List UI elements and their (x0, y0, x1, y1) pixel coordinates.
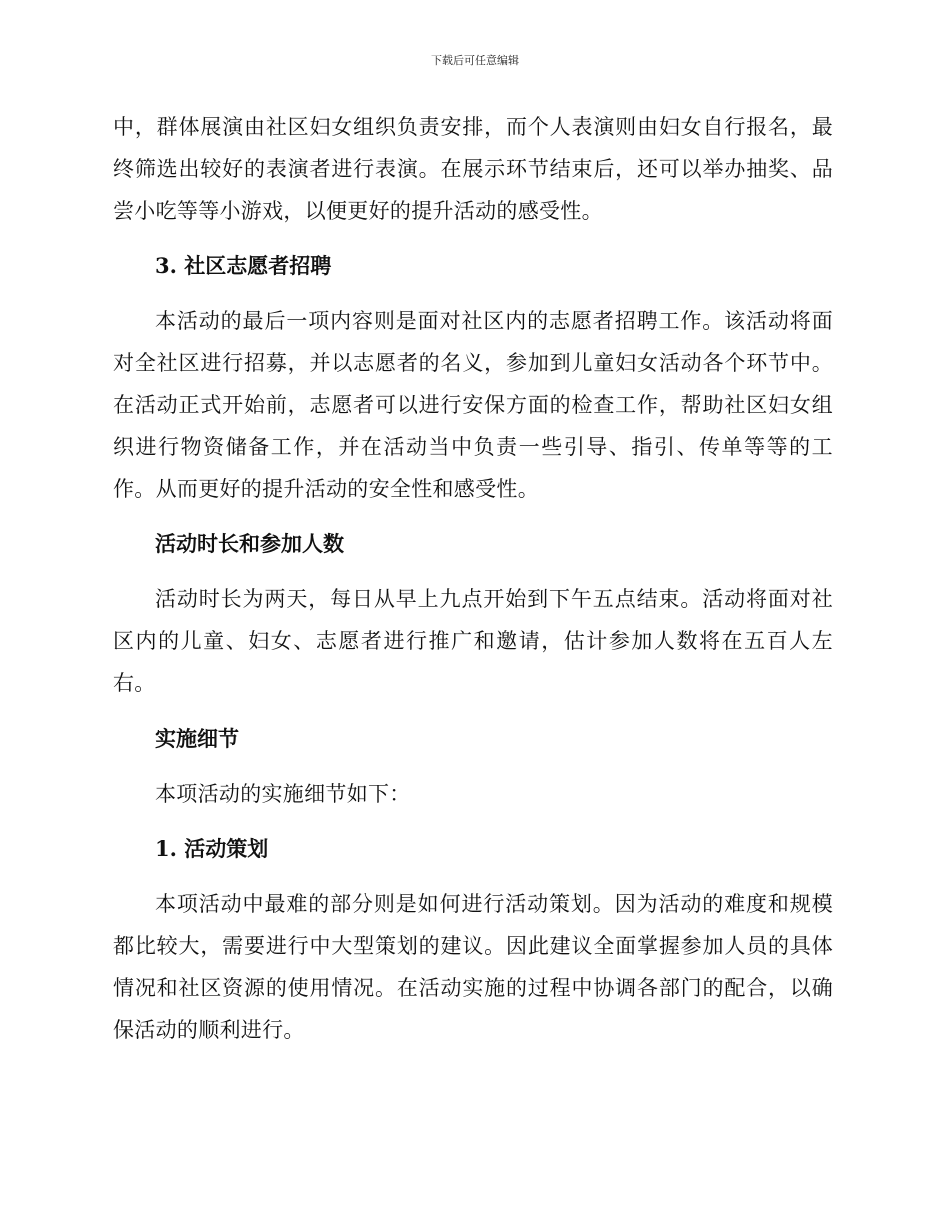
heading-duration-participants: 活动时长和参加人数 (155, 531, 344, 556)
page-header: 下载后可任意编辑 (431, 54, 519, 67)
paragraph-performance-continued: 中，群体展演由社区妇女组织负责安排，而个人表演则由妇女自行报名，最终筛选出较好的表演者进行表演。在展示环节结束后，还可以举办抽奖、品尝小吃等等小游戏，以便更好的提升活动的感受性。 (113, 115, 833, 223)
document-body (113, 106, 833, 1051)
paragraph-implementation-intro: 本项活动的实施细节如下： (155, 782, 411, 806)
heading-implementation-details: 实施细节 (155, 726, 239, 751)
paragraph-duration-participants: 活动时长为两天，每日从早上九点开始到下午五点结束。活动将面对社区内的儿童、妇女、志愿者进行推广和邀请，估计参加人数将在五百人左右。 (113, 587, 833, 695)
paragraph-activity-planning: 本项活动中最难的部分则是如何进行活动策划。因为活动的难度和规模都比较大，需要进行中大型策划的建议。因此建议全面掌握参加人员的具体情况和社区资源的使用情况。在活动实施的过程中协调各部门的配合，以确保活动的顺利进行。 (113, 892, 833, 1042)
paragraph-volunteer-recruitment: 本活动的最后一项内容则是面对社区内的志愿者招聘工作。该活动将面对全社区进行招募，并以志愿者的名义，参加到儿童妇女活动各个环节中。在活动正式开始前，志愿者可以进行安保方面的检查工作，帮助社区妇女组织进行物资储备工作，并在活动当中负责一些引导、指引、传单等等的工作。从而更好的提升活动的安全性和感受性。 (113, 309, 833, 501)
heading-volunteer-recruitment: 3. 社区志愿者招聘 (155, 253, 332, 278)
heading-activity-planning: 1. 活动策划 (155, 836, 269, 861)
